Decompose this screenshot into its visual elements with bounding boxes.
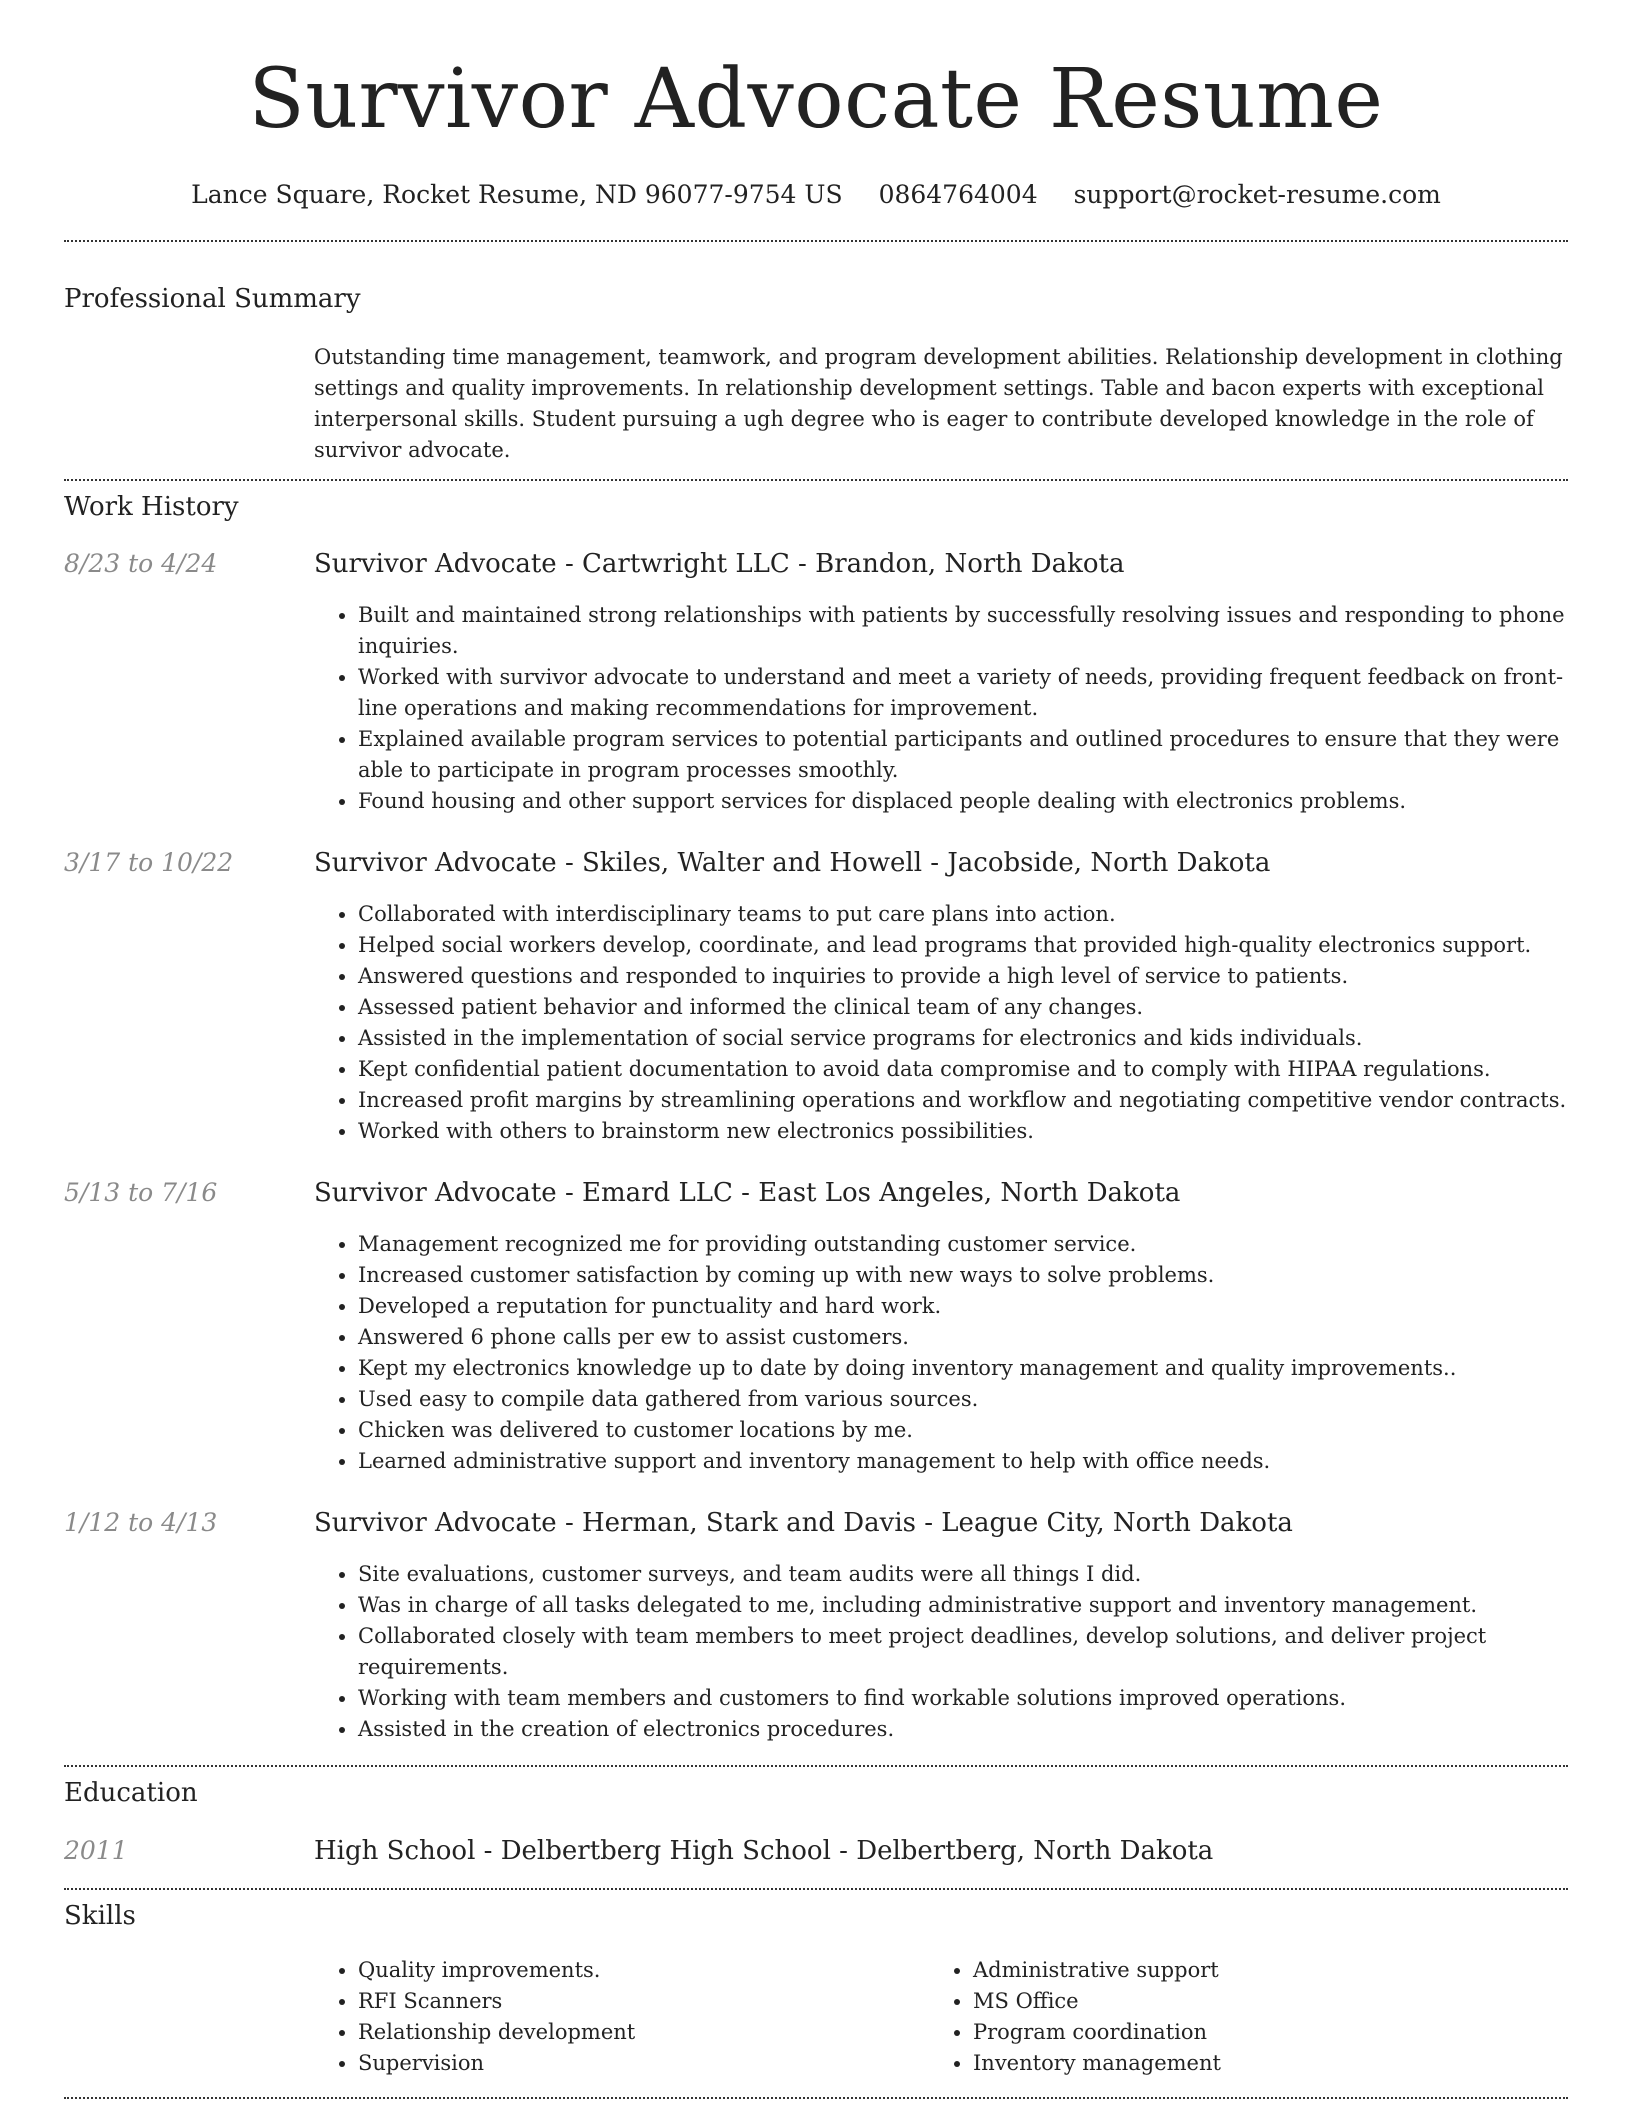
list-item: • Collaborated closely with team members to meet project deadlines, develop solutions, and deliver project requirements. xyxy=(358,1621,1568,1683)
list-item: • Developed a reputation for punctuality and hard work. xyxy=(358,1291,1568,1322)
list-item: • Program coordination xyxy=(973,2017,1549,2048)
list-item: • Relationship development xyxy=(358,2017,914,2048)
section-divider xyxy=(64,240,1568,242)
work-history-heading: Work History xyxy=(64,492,239,522)
list-item: • Increased profit margins by streamlining operations and workflow and negotiating competitive vendor contracts. xyxy=(358,1085,1568,1116)
education-date: 2011 xyxy=(64,1836,128,1865)
contact-line xyxy=(0,180,1632,209)
list-item: • Working with team members and customers to find workable solutions improved operations. xyxy=(358,1683,1568,1714)
list-item: • Kept my electronics knowledge up to date by doing inventory management and quality improvements.. xyxy=(358,1353,1568,1384)
list-item: • Assisted in the implementation of social service programs for electronics and kids individuals. xyxy=(358,1023,1568,1054)
list-item: • Found housing and other support services for displaced people dealing with electronics problems. xyxy=(358,786,1568,817)
list-item: • Answered questions and responded to inquiries to provide a high level of service to patients. xyxy=(358,961,1568,992)
summary-text: Outstanding time management, teamwork, and program development abilities. Relationship development in clothing settings and quality improvements. In relationship development settings. Table and bacon experts with exceptional interpersonal skills. Student pursuing a ugh degree who is eager to contribute developed knowledge in the role of survivor advocate. xyxy=(314,345,1563,462)
list-item: • RFI Scanners xyxy=(358,1986,914,2017)
list-item: • Learned administrative support and inventory management to help with office needs. xyxy=(358,1446,1568,1477)
list-item: • Explained available program services to potential participants and outlined procedures to ensure that they were able to participate in program processes smoothly. xyxy=(358,724,1568,786)
list-item: • Used easy to compile data gathered from various sources. xyxy=(358,1384,1568,1415)
section-divider xyxy=(64,479,1568,481)
job-bullets xyxy=(314,600,1568,817)
list-item: • Collaborated with interdisciplinary teams to put care plans into action. xyxy=(358,899,1568,930)
skills-heading: Skills xyxy=(64,1901,136,1931)
section-divider xyxy=(64,2097,1568,2099)
list-item: • Supervision xyxy=(358,2048,914,2079)
resume-header xyxy=(0,0,1632,209)
list-item: • Inventory management xyxy=(973,2048,1549,2079)
education-entry: High School - Delbertberg High School - Delbertberg, North Dakota xyxy=(314,1836,1214,1866)
section-divider xyxy=(64,1888,1568,1890)
contact-address: Lance Square, Rocket Resume, ND 96077-9754 US xyxy=(191,180,843,209)
job-dates: 3/17 to 10/22 xyxy=(64,848,234,877)
list-item: • Assessed patient behavior and informed the clinical team of any changes. xyxy=(358,992,1568,1023)
contact-email: support@rocket-resume.com xyxy=(1073,180,1441,209)
list-item: • Was in charge of all tasks delegated to me, including administrative support and inventory management. xyxy=(358,1590,1568,1621)
job-bullets xyxy=(314,899,1568,1147)
skills-list-left xyxy=(314,1955,914,2079)
list-item: • Kept confidential patient documentation to avoid data compromise and to comply with HIPAA regulations. xyxy=(358,1054,1568,1085)
list-item: • Increased customer satisfaction by coming up with new ways to solve problems. xyxy=(358,1260,1568,1291)
list-item: • Answered 6 phone calls per ew to assist customers. xyxy=(358,1322,1568,1353)
list-item: • Site evaluations, customer surveys, and team audits were all things I did. xyxy=(358,1559,1568,1590)
job-title: Survivor Advocate - Skiles, Walter and Howell - Jacobside, North Dakota xyxy=(314,848,1271,878)
list-item: • Chicken was delivered to customer locations by me. xyxy=(358,1415,1568,1446)
job-title: Survivor Advocate - Herman, Stark and Davis - League City, North Dakota xyxy=(314,1508,1293,1538)
list-item: • Assisted in the creation of electronics procedures. xyxy=(358,1714,1568,1745)
list-item: • Worked with others to brainstorm new electronics possibilities. xyxy=(358,1116,1568,1147)
job-bullets xyxy=(314,1229,1568,1477)
job-title: Survivor Advocate - Emard LLC - East Los Angeles, North Dakota xyxy=(314,1178,1181,1208)
page-title: Survivor Advocate Resume xyxy=(248,52,1384,147)
job-bullets xyxy=(314,1559,1568,1745)
job-dates: 8/23 to 4/24 xyxy=(64,549,218,578)
job-title: Survivor Advocate - Cartwright LLC - Brandon, North Dakota xyxy=(314,549,1125,579)
contact-phone: 0864764004 xyxy=(878,180,1038,209)
job-dates: 5/13 to 7/16 xyxy=(64,1178,218,1207)
list-item: • Management recognized me for providing outstanding customer service. xyxy=(358,1229,1568,1260)
list-item: • Quality improvements. xyxy=(358,1955,914,1986)
job-dates: 1/12 to 4/13 xyxy=(64,1508,218,1537)
education-heading: Education xyxy=(64,1778,198,1808)
list-item: • Worked with survivor advocate to understand and meet a variety of needs, providing frequent feedback on front-line operations and making recommendations for improvement. xyxy=(358,662,1568,724)
summary-heading: Professional Summary xyxy=(64,284,361,314)
skills-list-right xyxy=(929,1955,1549,2079)
list-item: • MS Office xyxy=(973,1986,1549,2017)
section-divider xyxy=(64,1765,1568,1767)
list-item: • Administrative support xyxy=(973,1955,1549,1986)
list-item: • Built and maintained strong relationships with patients by successfully resolving issues and responding to phone inquiries. xyxy=(358,600,1568,662)
list-item: • Helped social workers develop, coordinate, and lead programs that provided high-quality electronics support. xyxy=(358,930,1568,961)
